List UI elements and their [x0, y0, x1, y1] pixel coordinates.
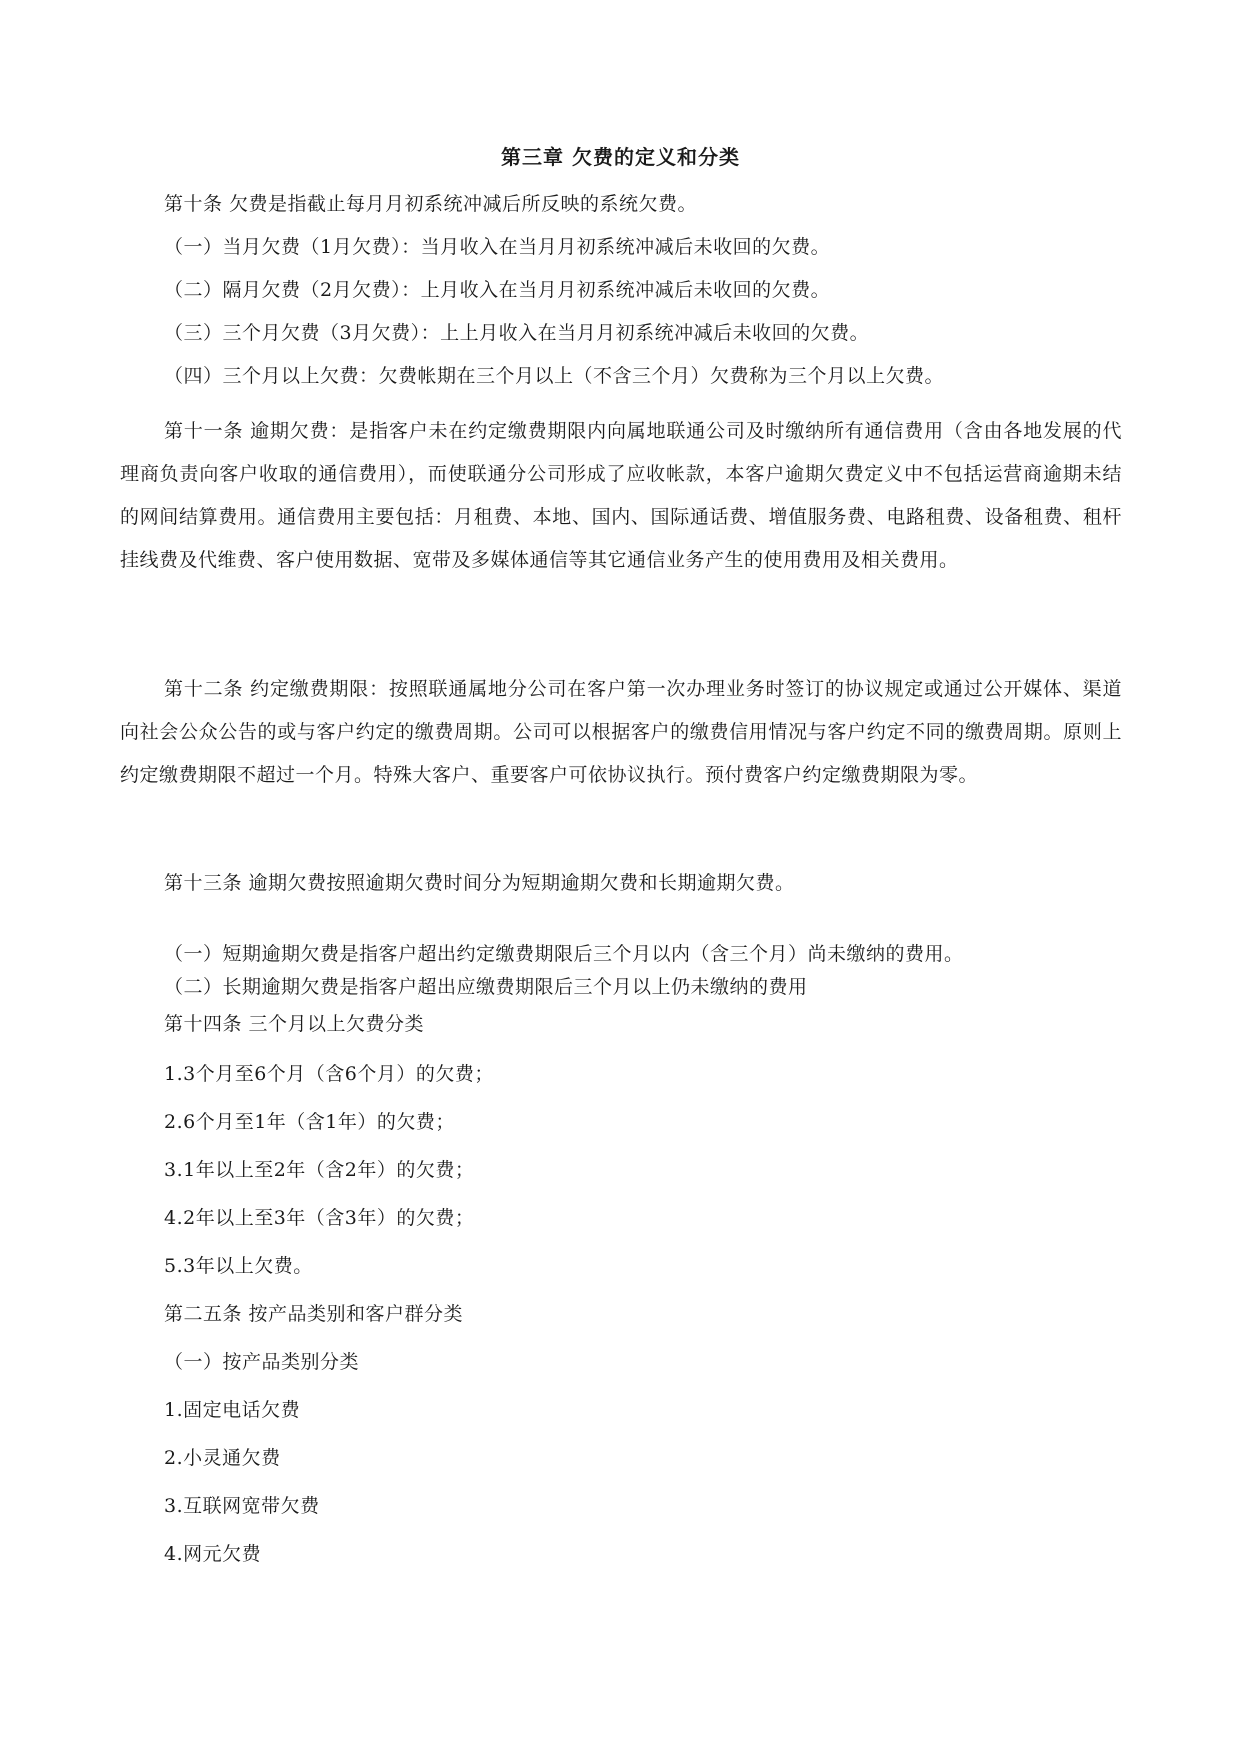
- article-14-item-3: 3.1年以上至2年（含2年）的欠费；: [164, 1159, 475, 1181]
- article-12: 第十二条 约定缴费期限：按照联通属地分公司在客户第一次办理业务时签订的协议规定或通过公开媒体、渠道向社会公众公告的或与客户约定的缴费周期。公司可以根据客户的缴费信用情况与客户约定不同的缴费周期。原则上约定缴费期限不超过一个月。特殊大客户、重要客户可依协议执行。预付费客户约定缴费期限为零。: [120, 678, 1122, 786]
- article-25-item-3: 3.互联网宽带欠费: [164, 1495, 320, 1517]
- article-13: 第十三条 逾期欠费按照逾期欠费时间分为短期逾期欠费和长期逾期欠费。: [164, 872, 795, 894]
- article-25-item-1: 1.固定电话欠费: [164, 1399, 301, 1421]
- article-10-item-2: （二）隔月欠费（2月欠费）：上月收入在当月月初系统冲减后未收回的欠费。: [164, 279, 831, 301]
- article-14-item-5: 5.3年以上欠费。: [164, 1255, 313, 1277]
- article-10-item-1: （一）当月欠费（1月欠费）：当月收入在当月月初系统冲减后未收回的欠费。: [164, 236, 831, 258]
- article-25-item-2: 2.小灵通欠费: [164, 1447, 281, 1469]
- article-14-item-4: 4.2年以上至3年（含3年）的欠费；: [164, 1207, 475, 1229]
- article-14-item-1: 1.3个月至6个月（含6个月）的欠费；: [164, 1063, 494, 1085]
- article-25-subheading: （一）按产品类别分类: [164, 1351, 360, 1373]
- chapter-title: 第三章 欠费的定义和分类: [501, 145, 740, 169]
- article-10-item-3: （三）三个月欠费（3月欠费）：上上月收入在当月月初系统冲减后未收回的欠费。: [164, 322, 870, 344]
- article-11: 第十一条 逾期欠费：是指客户未在约定缴费期限内向属地联通公司及时缴纳所有通信费用（含由各地发展的代理商负责向客户收取的通信费用），而使联通分公司形成了应收帐款，本客户逾期欠费定义中不包括运营商逾期未结的网间结算费用。通信费用主要包括：月租费、本地、国内、国际通话费、增值服务费、电路租费、设备租费、租杆挂线费及代维费、客户使用数据、宽带及多媒体通信等其它通信业务产生的使用费用及相关费用。: [120, 420, 1122, 571]
- article-14: 第十四条 三个月以上欠费分类: [164, 1013, 425, 1035]
- article-13-item-1: （一）短期逾期欠费是指客户超出约定缴费期限后三个月以内（含三个月）尚未缴纳的费用。: [164, 943, 964, 965]
- article-13-item-2: （二）长期逾期欠费是指客户超出应缴费期限后三个月以上仍未缴纳的费用: [164, 976, 808, 998]
- article-10: 第十条 欠费是指截止每月月初系统冲减后所反映的系统欠费。: [164, 193, 698, 215]
- article-25-item-4: 4.网元欠费: [164, 1543, 262, 1565]
- article-14-item-2: 2.6个月至1年（含1年）的欠费；: [164, 1111, 455, 1133]
- article-25: 第二五条 按产品类别和客户群分类: [164, 1303, 464, 1325]
- article-10-item-4: （四）三个月以上欠费：欠费帐期在三个月以上（不含三个月）欠费称为三个月以上欠费。: [164, 365, 945, 387]
